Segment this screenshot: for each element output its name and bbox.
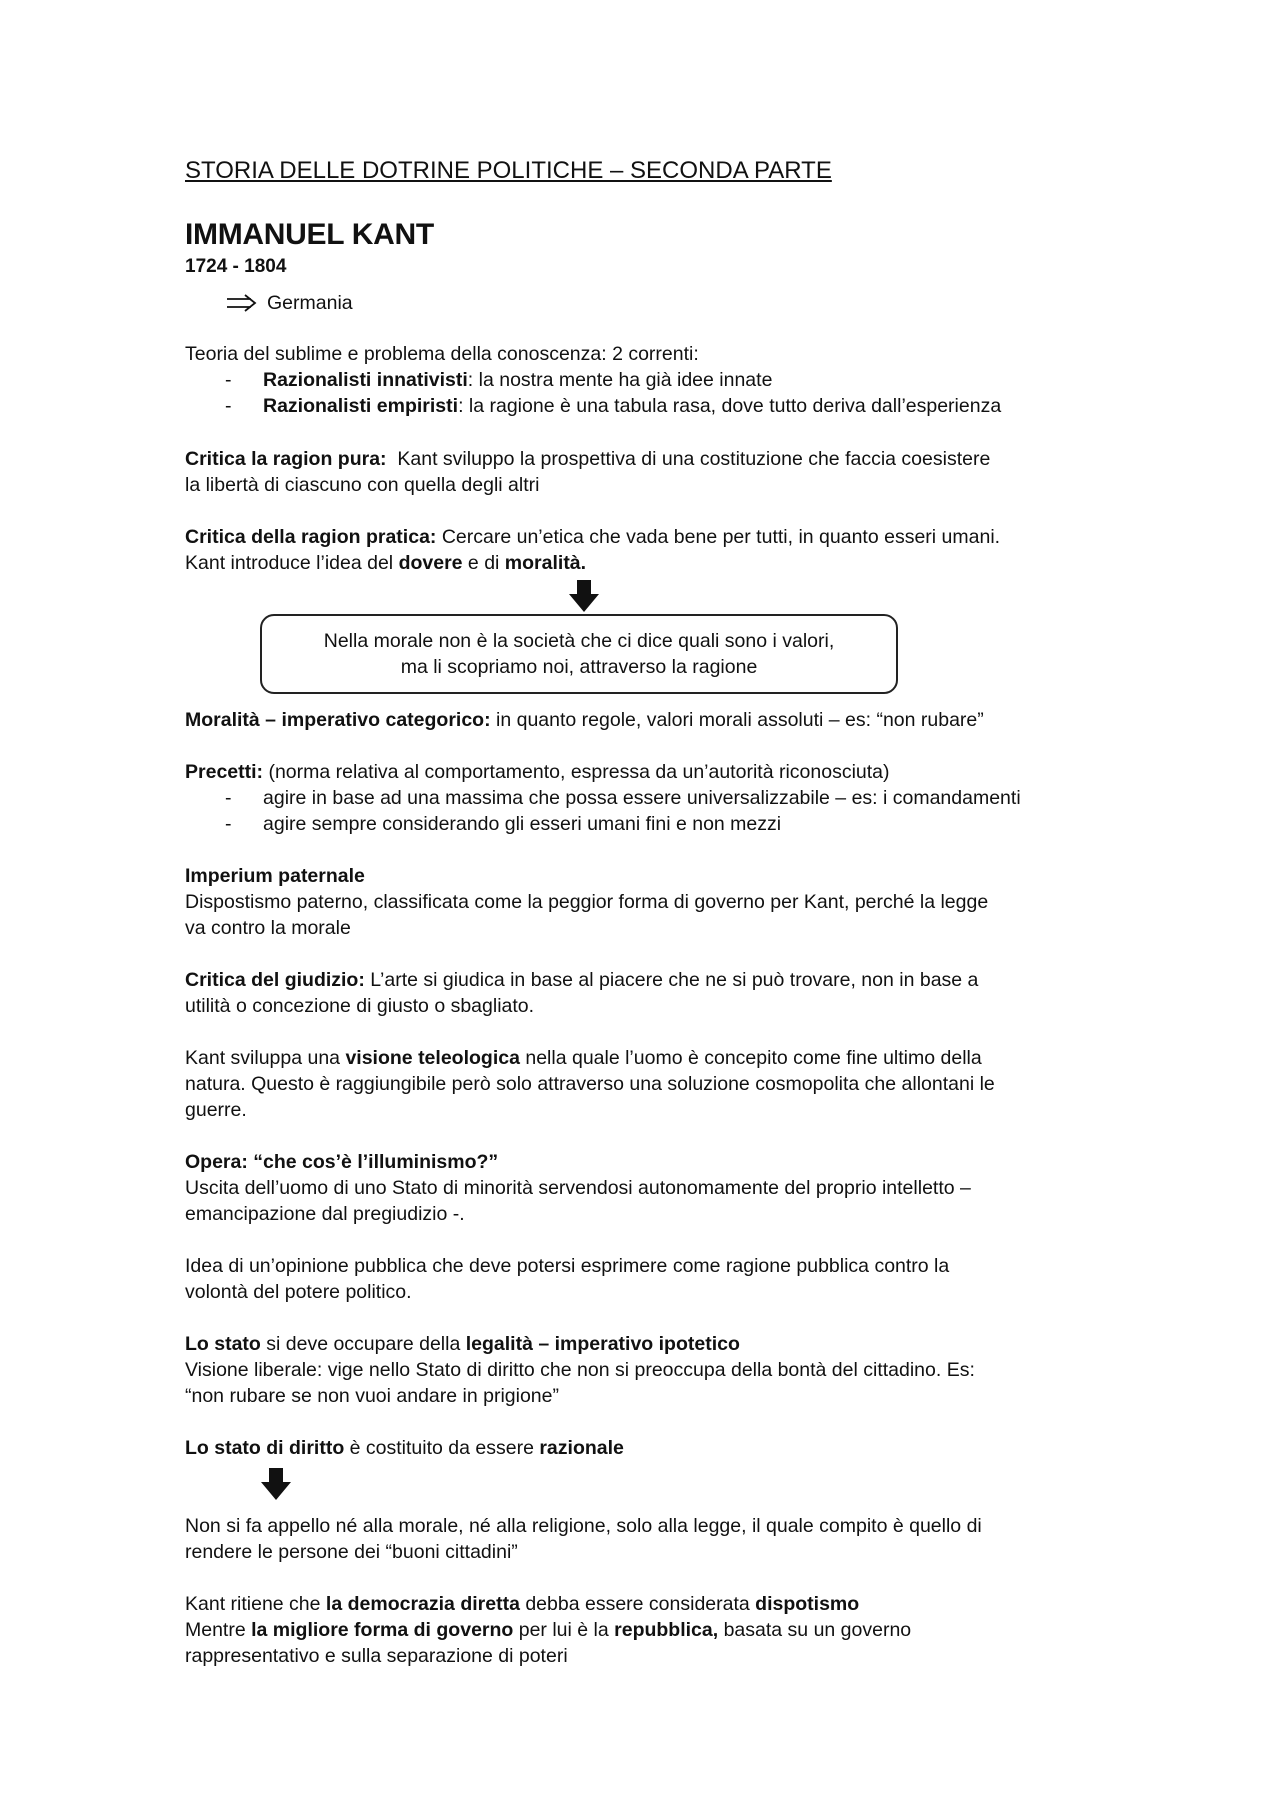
intro-line: Teoria del sublime e problema della conoscenza: 2 correnti: — [185, 343, 699, 365]
opera-line-2: emancipazione dal pregiudizio -. — [185, 1203, 465, 1225]
dash-icon: - — [225, 395, 232, 417]
place-text: Germania — [267, 292, 353, 314]
precetto-1: agire in base ad una massima che possa essere universalizzabile – es: i comandamenti — [263, 787, 1021, 809]
place-line — [225, 290, 353, 316]
critica-pratica-line-1: Critica della ragion pratica: Cercare un’etica che vada bene per tutti, in quanto esseri umani. — [185, 526, 1001, 548]
democrazia-line-2: Mentre la migliore forma di governo per lui è la repubblica, basata su un governo — [185, 1619, 912, 1641]
precetti-line: Precetti: (norma relativa al comportamento, espressa da un’autorità riconosciuta) — [185, 761, 890, 783]
life-dates: 1724 - 1804 — [185, 256, 287, 277]
diritto-line: Lo stato di diritto è costituito da essere razionale — [185, 1437, 624, 1459]
dash-icon: - — [225, 787, 232, 809]
imperium-line-1: Dispostismo paterno, classificata come la peggior forma di governo per Kant, perché la legge — [185, 891, 989, 913]
dash-icon: - — [225, 369, 232, 391]
teleologica-line-3: guerre. — [185, 1099, 247, 1121]
stato-line-1: Lo stato si deve occupare della legalità – imperativo ipotetico — [185, 1333, 740, 1355]
opinione-line-1: Idea di un’opinione pubblica che deve potersi esprimere come ragione pubblica contro la — [185, 1255, 950, 1277]
callout-line-2: ma li scopriamo noi, attraverso la ragione — [400, 656, 758, 678]
callout-box — [260, 614, 898, 694]
democrazia-line-3: rappresentativo e sulla separazione di poteri — [185, 1645, 568, 1667]
precetto-2: agire sempre considerando gli esseri umani fini e non mezzi — [263, 813, 782, 835]
appello-line-1: Non si fa appello né alla morale, né alla religione, solo alla legge, il quale compito è quello di — [185, 1515, 982, 1537]
implies-arrow-icon — [225, 292, 259, 314]
document-title: STORIA DELLE DOTRINE POLITICHE – SECONDA PARTE — [185, 157, 832, 184]
dash-icon: - — [225, 813, 232, 835]
imperium-heading: Imperium paternale — [185, 865, 365, 887]
down-arrow-icon — [258, 1466, 294, 1502]
bullet-empiristi: Razionalisti empiristi: la ragione è una tabula rasa, dove tutto deriva dall’esperienza — [263, 395, 1002, 417]
down-arrow-icon — [566, 578, 602, 614]
stato-line-3: “non rubare se non vuoi andare in prigione” — [185, 1385, 559, 1407]
critica-pura-line-2: la libertà di ciascuno con quella degli altri — [185, 474, 540, 496]
democrazia-line-1: Kant ritiene che la democrazia diretta debba essere considerata dispotismo — [185, 1593, 860, 1615]
appello-line-2: rendere le persone dei “buoni cittadini” — [185, 1541, 518, 1563]
imperium-line-2: va contro la morale — [185, 917, 351, 939]
teleologica-line-2: natura. Questo è raggiungibile però solo attraverso una soluzione cosmopolita che allontani le — [185, 1073, 995, 1095]
opera-heading: Opera: “che cos’è l’illuminismo?” — [185, 1151, 499, 1173]
teleologica-line-1: Kant sviluppa una visione teleologica nella quale l’uomo è concepito come fine ultimo della — [185, 1047, 982, 1069]
moralita-line: Moralità – imperativo categorico: in quanto regole, valori morali assoluti – es: “non rubare” — [185, 709, 984, 731]
opera-line-1: Uscita dell’uomo di uno Stato di minorità servendosi autonomamente del proprio intelletto – — [185, 1177, 971, 1199]
giudizio-line-1: Critica del giudizio: L’arte si giudica in base al piacere che ne si può trovare, non in base a — [185, 969, 979, 991]
section-heading-kant: IMMANUEL KANT — [185, 218, 434, 251]
bullet-innativisti: Razionalisti innativisti: la nostra mente ha già idee innate — [263, 369, 773, 391]
stato-line-2: Visione liberale: vige nello Stato di diritto che non si preoccupa della bontà del cittadino. Es: — [185, 1359, 975, 1381]
critica-pura-line-1: Critica la ragion pura: Kant sviluppo la prospettiva di una costituzione che faccia coesistere — [185, 448, 991, 470]
opinione-line-2: volontà del potere politico. — [185, 1281, 412, 1303]
callout-line-1: Nella morale non è la società che ci dice quali sono i valori, — [323, 630, 835, 652]
critica-pratica-line-2: Kant introduce l’idea del dovere e di moralità. — [185, 552, 587, 574]
giudizio-line-2: utilità o concezione di giusto o sbagliato. — [185, 995, 535, 1017]
